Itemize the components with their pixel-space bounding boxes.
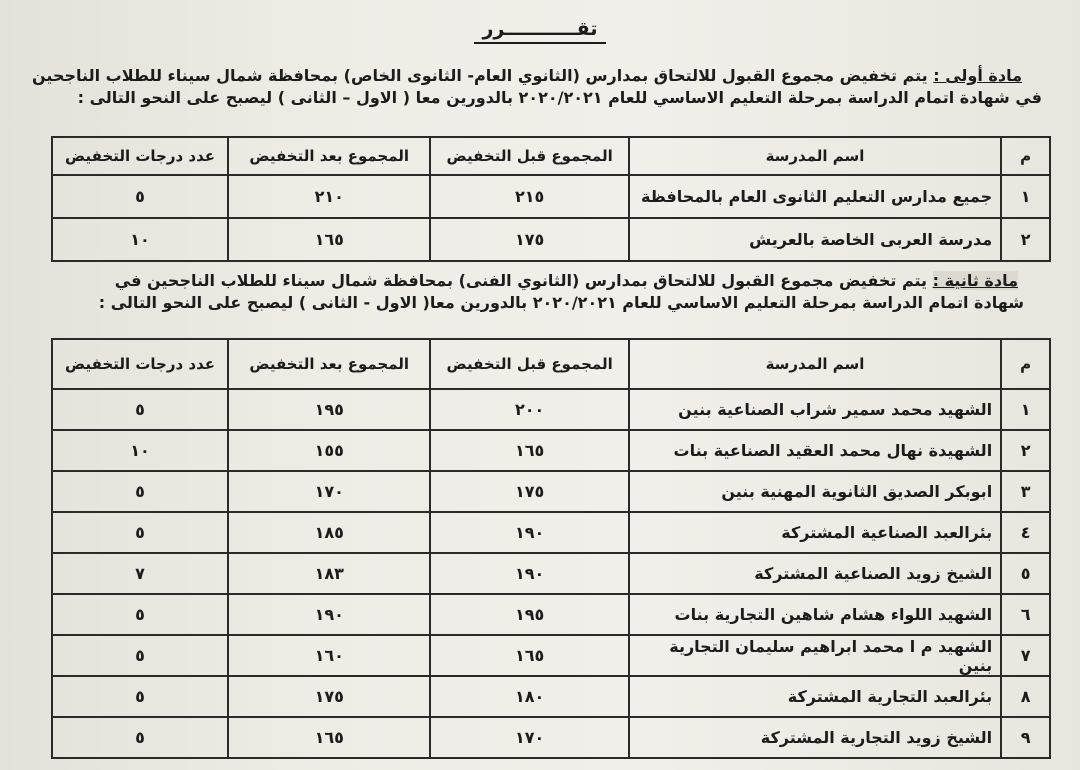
- cell-reduction: ٥: [52, 389, 228, 430]
- cell-school-name: بئرالعبد الصناعية المشتركة: [629, 512, 1001, 553]
- cell-total-before: ١٩٠: [430, 512, 628, 553]
- cell-total-before: ٢١٥: [430, 175, 628, 218]
- cell-school-name: الشهيد محمد سمير شراب الصناعية بنين: [629, 389, 1001, 430]
- cell-school-name: الشيخ زويد التجارية المشتركة: [629, 717, 1001, 758]
- cell-total-before: ١٨٠: [430, 676, 628, 717]
- table-row: [52, 175, 1050, 218]
- article-two: [18, 270, 1024, 314]
- article-two-line-2: شهادة اتمام الدراسة بمرحلة التعليم الاساسي للعام ٢٠٢٠/٢٠٢١ بالدورين معا( الاول - الثانى ) ليصبح على النحو التالى :: [98, 293, 1024, 312]
- cell-school-name: بئرالعبد التجارية المشتركة: [629, 676, 1001, 717]
- cell-number: ٧: [1001, 635, 1050, 676]
- cell-number: ٢: [1001, 218, 1050, 261]
- cell-school-name: الشهيد اللواء هشام شاهين التجارية بنات: [629, 594, 1001, 635]
- cell-number: ٩: [1001, 717, 1050, 758]
- cell-total-before: ٢٠٠: [430, 389, 628, 430]
- header-total-after: المجموع بعد التخفيض: [228, 137, 430, 175]
- cell-school-name: ابوبكر الصديق الثانوية المهنية بنين: [629, 471, 1001, 512]
- table-row: [52, 218, 1050, 261]
- cell-number: ٣: [1001, 471, 1050, 512]
- cell-total-before: ١٦٥: [430, 430, 628, 471]
- article-two-lead: مادة ثانية :: [932, 271, 1018, 290]
- cell-total-after: ١٩٥: [228, 389, 430, 430]
- cell-reduction: ٥: [52, 676, 228, 717]
- cell-number: ١: [1001, 389, 1050, 430]
- table-row: [52, 717, 1050, 758]
- cell-school-name: جميع مدارس التعليم الثانوى العام بالمحافظة: [629, 175, 1001, 218]
- cell-reduction: ٥: [52, 471, 228, 512]
- header-total-after: المجموع بعد التخفيض: [228, 339, 430, 389]
- cell-total-before: ١٧٥: [430, 218, 628, 261]
- cell-total-before: ١٦٥: [430, 635, 628, 676]
- table-technical-schools: [51, 338, 1051, 759]
- cell-total-after: ٢١٠: [228, 175, 430, 218]
- cell-reduction: ١٠: [52, 218, 228, 261]
- header-number: م: [1001, 339, 1050, 389]
- article-one-line-1: مادة أولى : يتم تخفيض مجموع القبول للالتحاق بمدارس (الثانوي العام- الثانوى الخاص) بمحافظة شمال سيناء للطلاب الناجحين: [32, 66, 1022, 85]
- cell-school-name: الشهيدة نهال محمد العقيد الصناعية بنات: [629, 430, 1001, 471]
- table-row: [52, 594, 1050, 635]
- table-header-row: [52, 339, 1050, 389]
- table-row: [52, 471, 1050, 512]
- cell-school-name: الشيخ زويد الصناعية المشتركة: [629, 553, 1001, 594]
- cell-reduction: ٥: [52, 512, 228, 553]
- article-one: [22, 65, 1042, 109]
- article-one-line-2: في شهادة اتمام الدراسة بمرحلة التعليم الاساسي للعام ٢٠٢٠/٢٠٢١ بالدورين معا ( الاول – الثانى ) ليصبح على النحو التالى :: [77, 88, 1042, 107]
- cell-number: ٨: [1001, 676, 1050, 717]
- table-row: [52, 389, 1050, 430]
- cell-total-after: ١٧٠: [228, 471, 430, 512]
- cell-number: ٦: [1001, 594, 1050, 635]
- cell-school-name: مدرسة العربى الخاصة بالعريش: [629, 218, 1001, 261]
- cell-reduction: ٥: [52, 717, 228, 758]
- cell-total-before: ١٧٥: [430, 471, 628, 512]
- article-two-line-1: مادة ثانية : يتم تخفيض مجموع القبول للالتحاق بمدارس (الثانوي الفنى) بمحافظة شمال سيناء للطلاب الناجحين في: [114, 271, 1018, 290]
- header-total-before: المجموع قبل التخفيض: [430, 339, 628, 389]
- cell-number: ٥: [1001, 553, 1050, 594]
- cell-reduction: ٥: [52, 635, 228, 676]
- page-title: تقـــــــــــرر: [0, 18, 1080, 40]
- cell-reduction: ٥: [52, 594, 228, 635]
- article-one-lead: مادة أولى :: [933, 66, 1022, 85]
- header-number: م: [1001, 137, 1050, 175]
- cell-reduction: ١٠: [52, 430, 228, 471]
- cell-total-after: ١٦٠: [228, 635, 430, 676]
- table-row: [52, 430, 1050, 471]
- header-school-name: اسم المدرسة: [629, 137, 1001, 175]
- header-reduction: عدد درجات التخفيض: [52, 339, 228, 389]
- cell-total-before: ١٩٥: [430, 594, 628, 635]
- cell-total-before: ١٩٠: [430, 553, 628, 594]
- cell-total-after: ١٩٠: [228, 594, 430, 635]
- cell-total-after: ١٧٥: [228, 676, 430, 717]
- cell-number: ١: [1001, 175, 1050, 218]
- cell-total-after: ١٦٥: [228, 717, 430, 758]
- cell-total-after: ١٨٥: [228, 512, 430, 553]
- cell-reduction: ٥: [52, 175, 228, 218]
- cell-total-after: ١٥٥: [228, 430, 430, 471]
- table-row: [52, 553, 1050, 594]
- table-row: [52, 512, 1050, 553]
- cell-number: ٢: [1001, 430, 1050, 471]
- table-general-schools: [51, 136, 1051, 262]
- header-total-before: المجموع قبل التخفيض: [430, 137, 628, 175]
- table-row: [52, 676, 1050, 717]
- cell-number: ٤: [1001, 512, 1050, 553]
- cell-total-before: ١٧٠: [430, 717, 628, 758]
- header-reduction: عدد درجات التخفيض: [52, 137, 228, 175]
- header-school-name: اسم المدرسة: [629, 339, 1001, 389]
- table-header-row: [52, 137, 1050, 175]
- table-row: [52, 635, 1050, 676]
- cell-total-after: ١٨٣: [228, 553, 430, 594]
- cell-reduction: ٧: [52, 553, 228, 594]
- cell-total-after: ١٦٥: [228, 218, 430, 261]
- cell-school-name: الشهيد م ا محمد ابراهيم سليمان التجارية بنين: [629, 635, 1001, 676]
